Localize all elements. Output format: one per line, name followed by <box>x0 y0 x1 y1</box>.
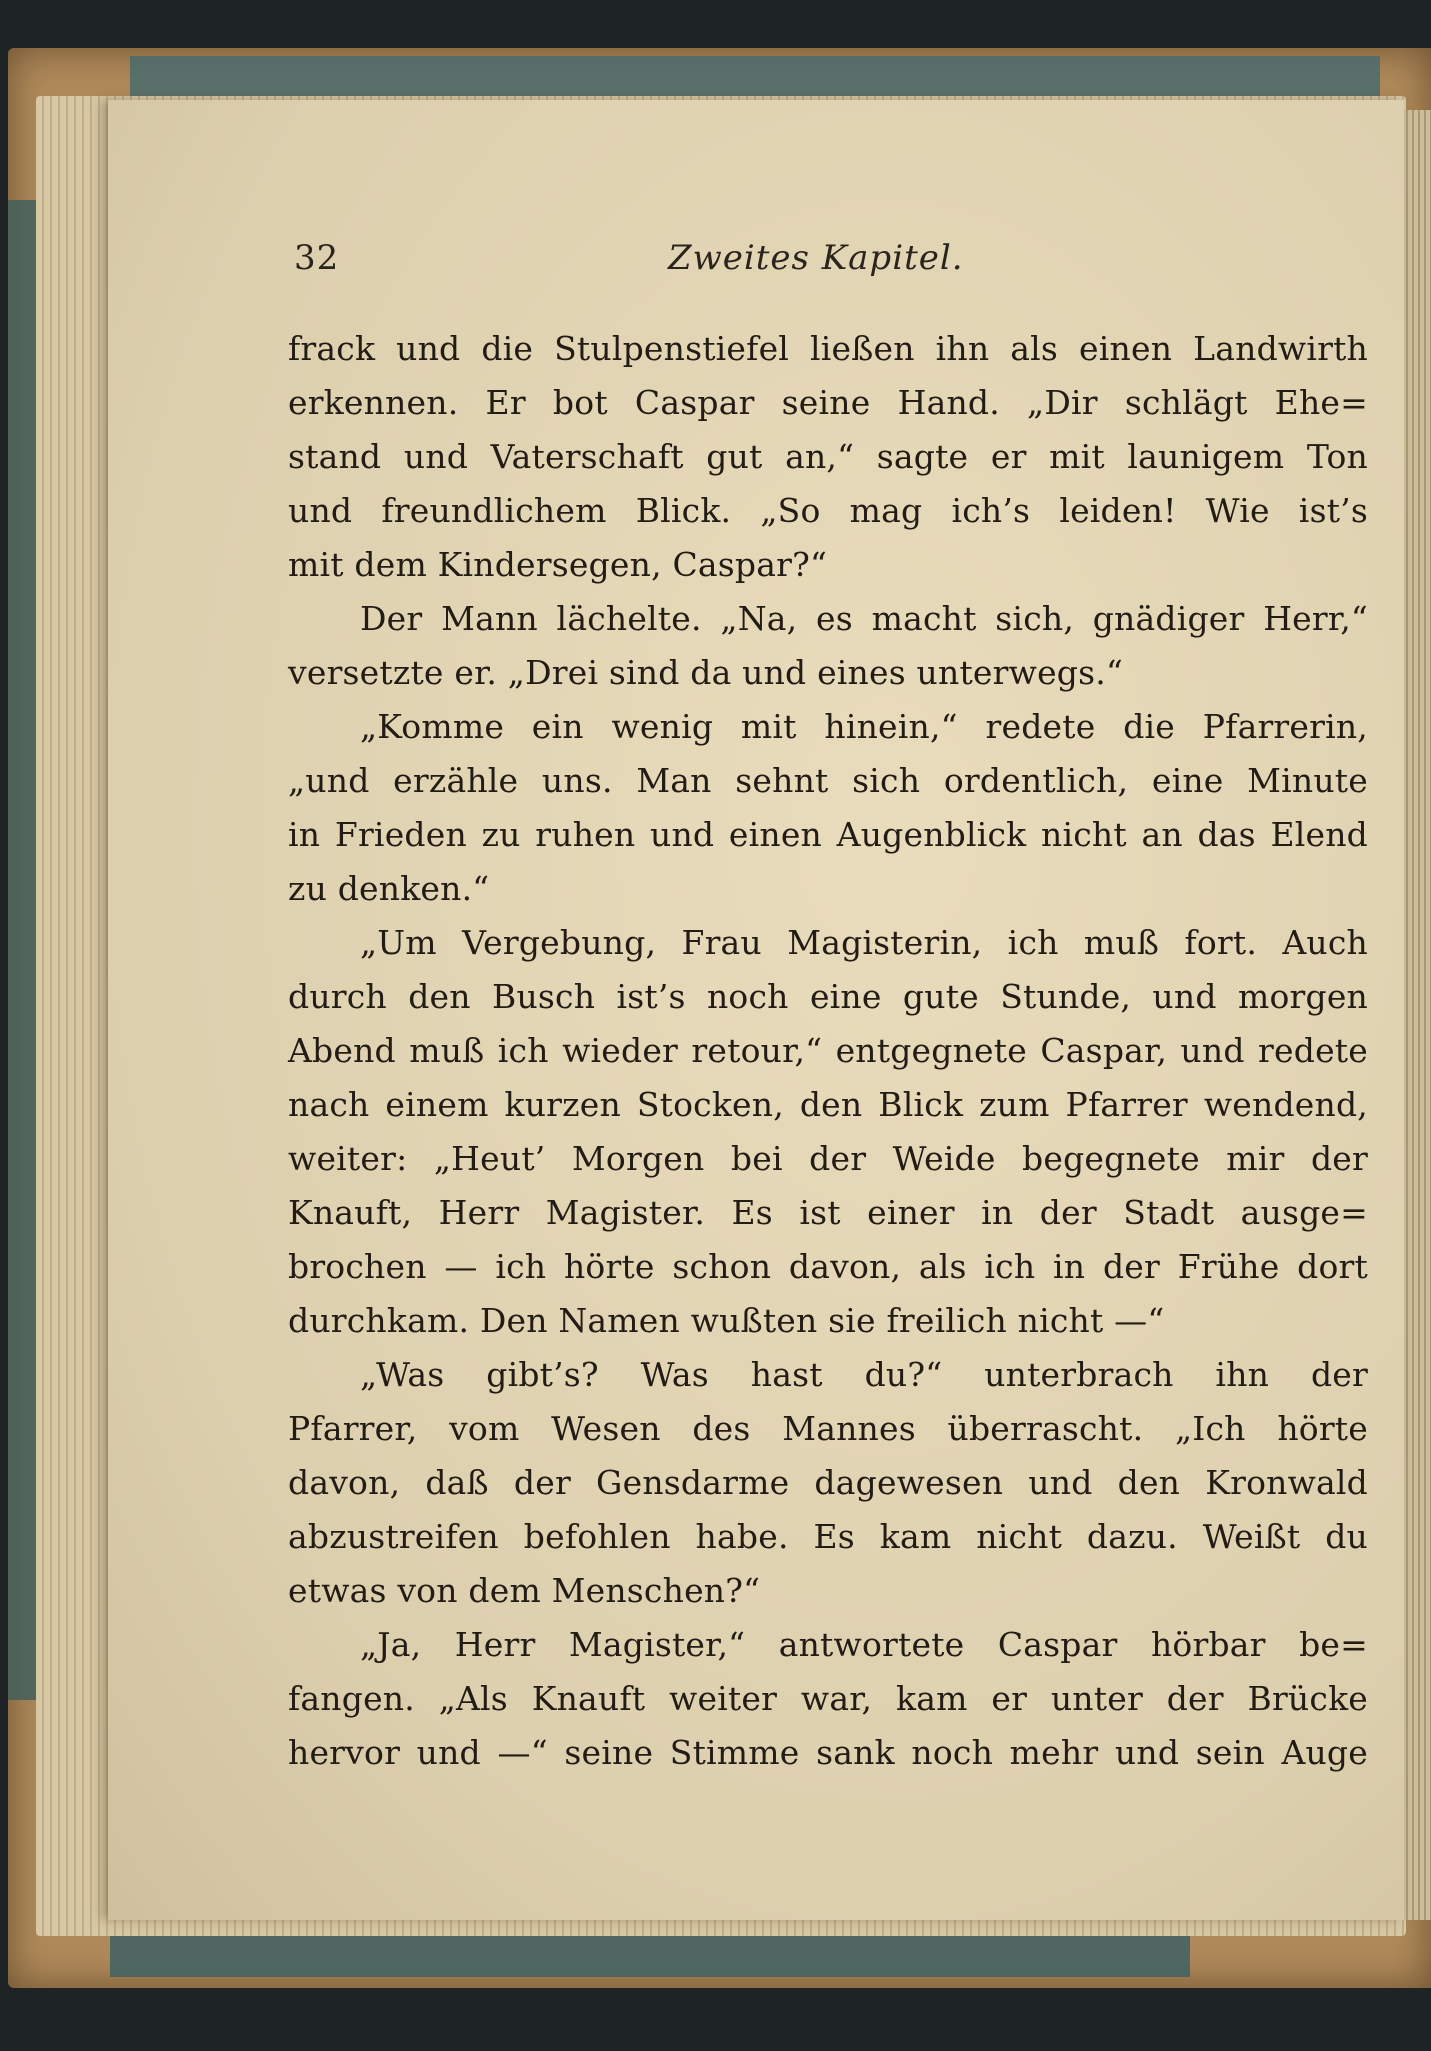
body-text <box>288 322 1368 1780</box>
text-line: stand und Vaterschaft gut an,“ sagte er mit launigem Ton <box>288 437 1368 476</box>
text-line: Knauft, Herr Magister. Es ist einer in der Stadt ausge= <box>288 1193 1368 1232</box>
text-line: fangen. „Als Knauft weiter war, kam er unter der Brücke <box>288 1679 1368 1718</box>
text-line: durch den Busch ist’s noch eine gute Stunde, und morgen <box>288 977 1368 1016</box>
text-line: davon, daß der Gensdarme dagewesen und den Kronwald <box>288 1463 1368 1502</box>
text-line: brochen — ich hörte schon davon, als ich in der Frühe dort <box>288 1247 1368 1286</box>
text-line: „Ja, Herr Magister,“ antwortete Caspar hörbar be= <box>360 1625 1368 1664</box>
text-line: zu denken.“ <box>288 869 490 908</box>
text-line: und freundlichem Blick. „So mag ich’s leiden! Wie ist’s <box>288 491 1368 530</box>
text-line: versetzte er. „Drei sind da und eines unterwegs.“ <box>288 653 1124 692</box>
running-head: Zweites Kapitel. <box>668 238 964 278</box>
text-line: in Frieden zu ruhen und einen Augenblick nicht an das Elend <box>288 815 1368 854</box>
text-line: abzustreifen befohlen habe. Es kam nicht dazu. Weißt du <box>288 1517 1368 1556</box>
text-line: mit dem Kindersegen, Caspar?“ <box>288 545 828 584</box>
text-line: Abend muß ich wieder retour,“ entgegnete Caspar, und redete <box>288 1031 1368 1070</box>
text-line: Pfarrer, vom Wesen des Mannes überrascht. „Ich hörte <box>288 1409 1368 1448</box>
text-line: etwas von dem Menschen?“ <box>288 1571 761 1610</box>
text-line: Der Mann lächelte. „Na, es macht sich, gnädiger Herr,“ <box>360 599 1368 638</box>
book-page <box>108 100 1404 1920</box>
text-line: „Komme ein wenig mit hinein,“ redete die Pfarrerin, <box>360 707 1368 746</box>
page-number: 32 <box>294 238 340 278</box>
text-line: frack und die Stulpenstiefel ließen ihn als einen Landwirth <box>288 329 1368 368</box>
text-line: erkennen. Er bot Caspar seine Hand. „Dir schlägt Ehe= <box>288 383 1368 422</box>
text-line: weiter: „Heut’ Morgen bei der Weide begegnete mir der <box>288 1139 1368 1178</box>
text-line: nach einem kurzen Stocken, den Blick zum Pfarrer wendend, <box>288 1085 1368 1124</box>
text-line: „und erzähle uns. Man sehnt sich ordentlich, eine Minute <box>288 761 1368 800</box>
text-line: hervor und —“ seine Stimme sank noch mehr und sein Auge <box>288 1733 1368 1772</box>
text-line: durchkam. Den Namen wußten sie freilich nicht —“ <box>288 1301 1165 1340</box>
text-line: „Um Vergebung, Frau Magisterin, ich muß fort. Auch <box>360 923 1368 962</box>
page-header <box>108 238 1404 298</box>
text-line: „Was gibt’s? Was hast du?“ unterbrach ihn der <box>360 1355 1368 1394</box>
